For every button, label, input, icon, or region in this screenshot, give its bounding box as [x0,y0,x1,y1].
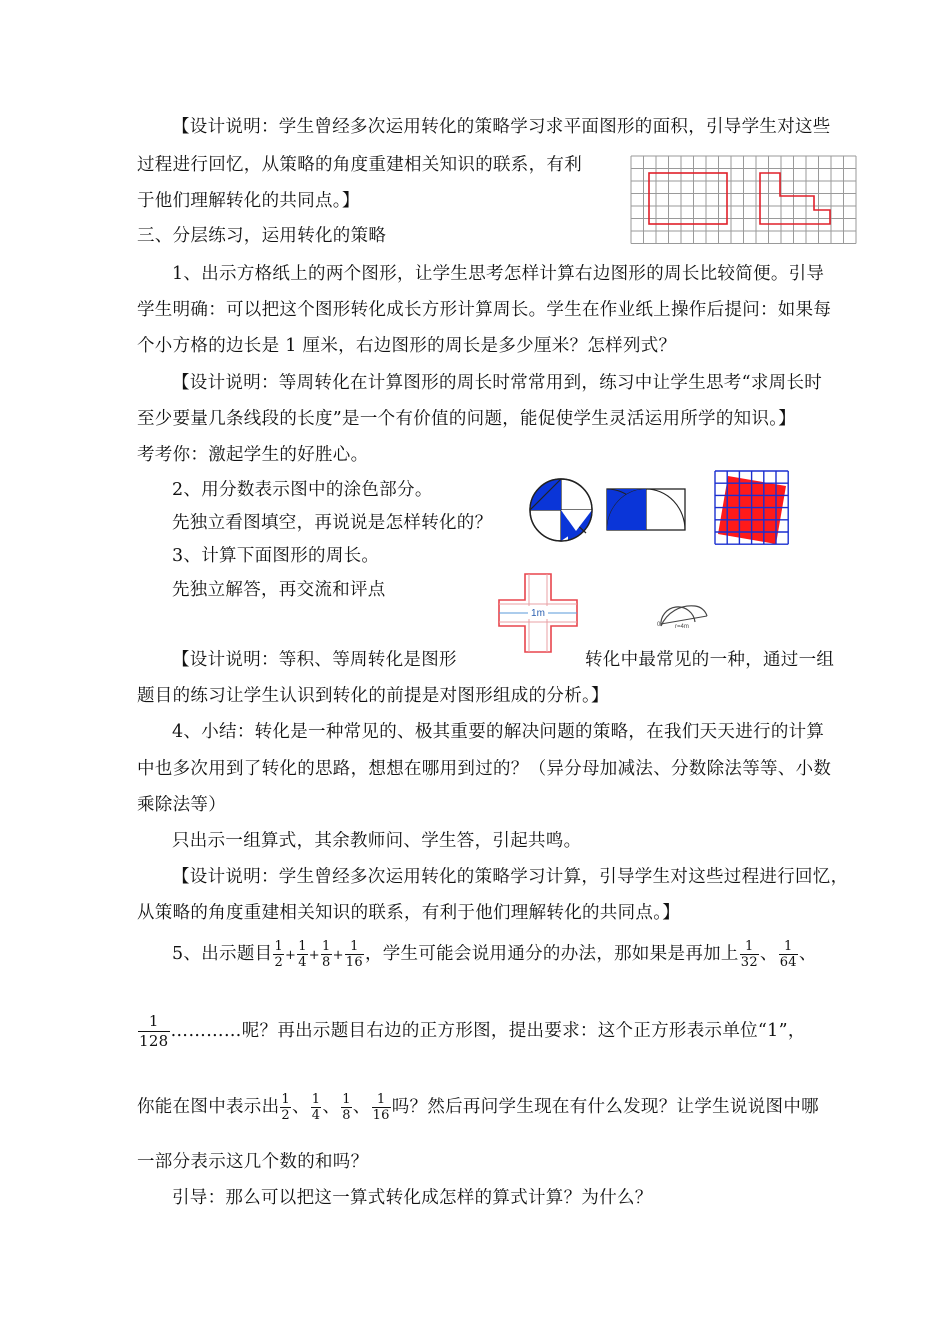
design-note-3-line-1b: 转化中最常见的一种，通过一组 [585,650,835,670]
shell-label-zero: 0 [657,622,661,628]
question-5-line-4: 一部分表示这几个数的和吗？ [137,1152,369,1172]
design-note-1-line-1: 【设计说明：学生曾经多次运用转化的策略学习求平面图形的面积，引导学生对这些 [172,117,831,137]
question-4-line-3: 乘除法等） [137,795,226,815]
question-3-line-1: 3、计算下面图形的周长。 [172,546,380,566]
question-5-line-5: 引导：那么可以把这一算式转化成怎样的算式计算？为什么？ [172,1188,653,1208]
challenge-line: 考考你：激起学生的好胜心。 [137,445,369,465]
q5-middle: ，学生可能会说用通分的办法，那如果是再加上 [364,944,739,964]
grid-paper-figure [630,155,860,245]
q5-square-intro: …………呢？再出示题目右边的正方形图，提出要求：这个正方形表示单位“1”， [170,1021,806,1041]
question-2-line-1: 2、用分数表示图中的涂色部分。 [172,480,433,500]
shell-figure [625,582,711,632]
fraction-half: $\frac{1}{2}$ [274,939,284,970]
shell-radius-label: r=4m [675,624,689,630]
question-3-line-2: 先独立解答，再交流和评点 [172,580,386,600]
fraction-thirty-second: $\frac{1}{32}$ [740,939,758,970]
question-2-line-2: 先独立看图填空，再说说是怎样转化的？ [172,513,493,533]
question-1-line-3: 个小方格的边长是 1 厘米，右边图形的周长是多少厘米？怎样列式？ [137,336,677,356]
fraction-quarter-2: $\frac{1}{4}$ [311,1092,321,1123]
design-note-1-line-2: 过程进行回忆，从策略的角度重建相关知识的联系，有利 [137,155,582,175]
question-5-line-2 [137,1012,806,1051]
fraction-sixteenth: $\frac{1}{16}$ [345,939,363,970]
shaded-rectangle-figure [606,488,688,532]
rotated-square-figure [714,470,790,548]
design-note-2-line-1: 【设计说明：等周转化在计算图形的周长时常常用到，练习中让学生思考“求周长时 [172,373,823,393]
question-1-line-2: 学生明确：可以把这个图形转化成长方形计算周长。学生在作业纸上操作后提问：如果每 [137,300,832,320]
design-note-4-line-2: 从策略的角度重建相关知识的联系，有利于他们理解转化的共同点。】 [137,903,681,923]
fraction-quarter: $\frac{1}{4}$ [298,939,307,970]
question-4-line-2: 中也多次用到了转化的思路，想想在哪用到过的？（异分母加减法、分数除法等等、小数 [137,759,832,779]
fraction-eighth-2: $\frac{1}{8}$ [342,1092,351,1123]
question-4-line-1: 4、小结：转化是一种常见的、极其重要的解决问题的策略，在我们天天进行的计算 [172,722,825,742]
design-note-3-line-2: 题目的练习让学生认识到转化的前提是对图形组成的分析。】 [137,686,609,706]
section-3-heading: 三、分层练习，运用转化的策略 [137,226,387,246]
question-5-line-1: 5、出示题目 $\frac{1}{2}$ + $\frac{1}{4}$ + $\frac{1}{8}$ + $\frac{1}{16}$ ，学生可能会说用通分的办法，那如果是再加上 $\frac{1}{32}$ 、 $\frac{1}{64}$ 、 [172,939,817,970]
question-5-line-3: 你能在图中表示出 $\frac{1}{2}$ 、 $\frac{1}{4}$ 、 $\frac{1}{8}$ 、 $\frac{1}{16}$ 吗？然后再问学生现在有什么发现？让学生说说图中哪 [137,1092,819,1123]
shaded-circle-figure [528,477,594,543]
fraction-sixteenth-2: $\frac{1}{16}$ [372,1092,390,1123]
fraction-one-twenty-eighth: $\frac{1}{128}$ [139,1012,169,1050]
design-note-1-line-3: 于他们理解转化的共同点。】 [137,191,360,211]
fraction-half-2: $\frac{1}{2}$ [281,1092,290,1123]
fraction-sixty-fourth: $\frac{1}{64}$ [779,939,797,970]
fraction-eighth: $\frac{1}{8}$ [322,939,331,970]
question-4-line-4: 只出示一组算式，其余教师问、学生答，引起共鸣。 [172,831,582,851]
design-note-3-line-1a: 【设计说明：等积、等周转化是图形 [172,650,457,670]
design-note-2-line-2: 至少要量几条线段的长度”是一个有价值的问题，能促使学生灵活运用所学的知识。】 [137,409,797,429]
q5-intro: 5、出示题目 [172,944,273,964]
design-note-4-line-1: 【设计说明：学生曾经多次运用转化的策略学习计算，引导学生对这些过程进行回忆， [172,867,849,887]
cross-figure [497,572,579,654]
cross-length-label: 1m [531,608,545,619]
question-1-line-1: 1、出示方格纸上的两个图形，让学生思考怎样计算右边图形的周长比较简便。引导 [172,264,825,284]
